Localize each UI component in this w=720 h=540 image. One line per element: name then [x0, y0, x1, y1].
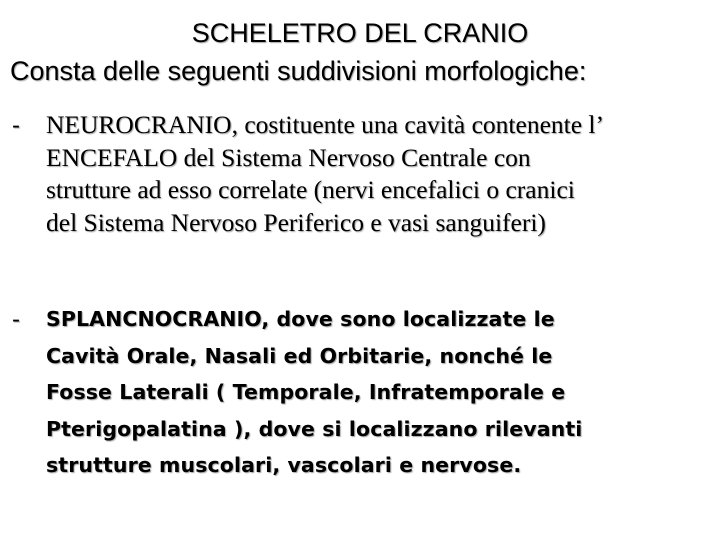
bullet-line: strutture muscolari, vascolari e nervose. — [46, 453, 522, 477]
bullet-splancnocranio — [46, 301, 714, 484]
bullet-line: Cavità Orale, Nasali ed Orbitarie, nonché le — [46, 343, 553, 368]
slide-title: SCHELETRO DEL CRANIO — [191, 18, 529, 48]
bullet-marker-2: - — [12, 306, 20, 333]
bullet-line: del Sistema Nervoso Periferico e vasi sanguiferi) — [46, 207, 546, 237]
bullet-line: Fosse Laterali ( Temporale, Infratemporale e — [46, 380, 566, 404]
bullet-neurocranio — [46, 109, 714, 239]
bullet-line: Pterigopalatina ), dove si localizzano rilevanti — [46, 416, 583, 441]
bullet-line: ENCEFALO del Sistema Nervoso Centrale con — [46, 142, 531, 172]
bullet-line: NEUROCRANIO, costituente una cavità contenente l’ — [46, 110, 605, 139]
bullet-line: SPLANCNOCRANIO, dove sono localizzate le — [46, 307, 555, 331]
bullet-line: strutture ad esso correlate (nervi encefalici o cranici — [46, 175, 575, 204]
slide-subtitle: Consta delle seguenti suddivisioni morfologiche: — [10, 56, 587, 86]
bullet-marker-1: - — [12, 112, 20, 139]
